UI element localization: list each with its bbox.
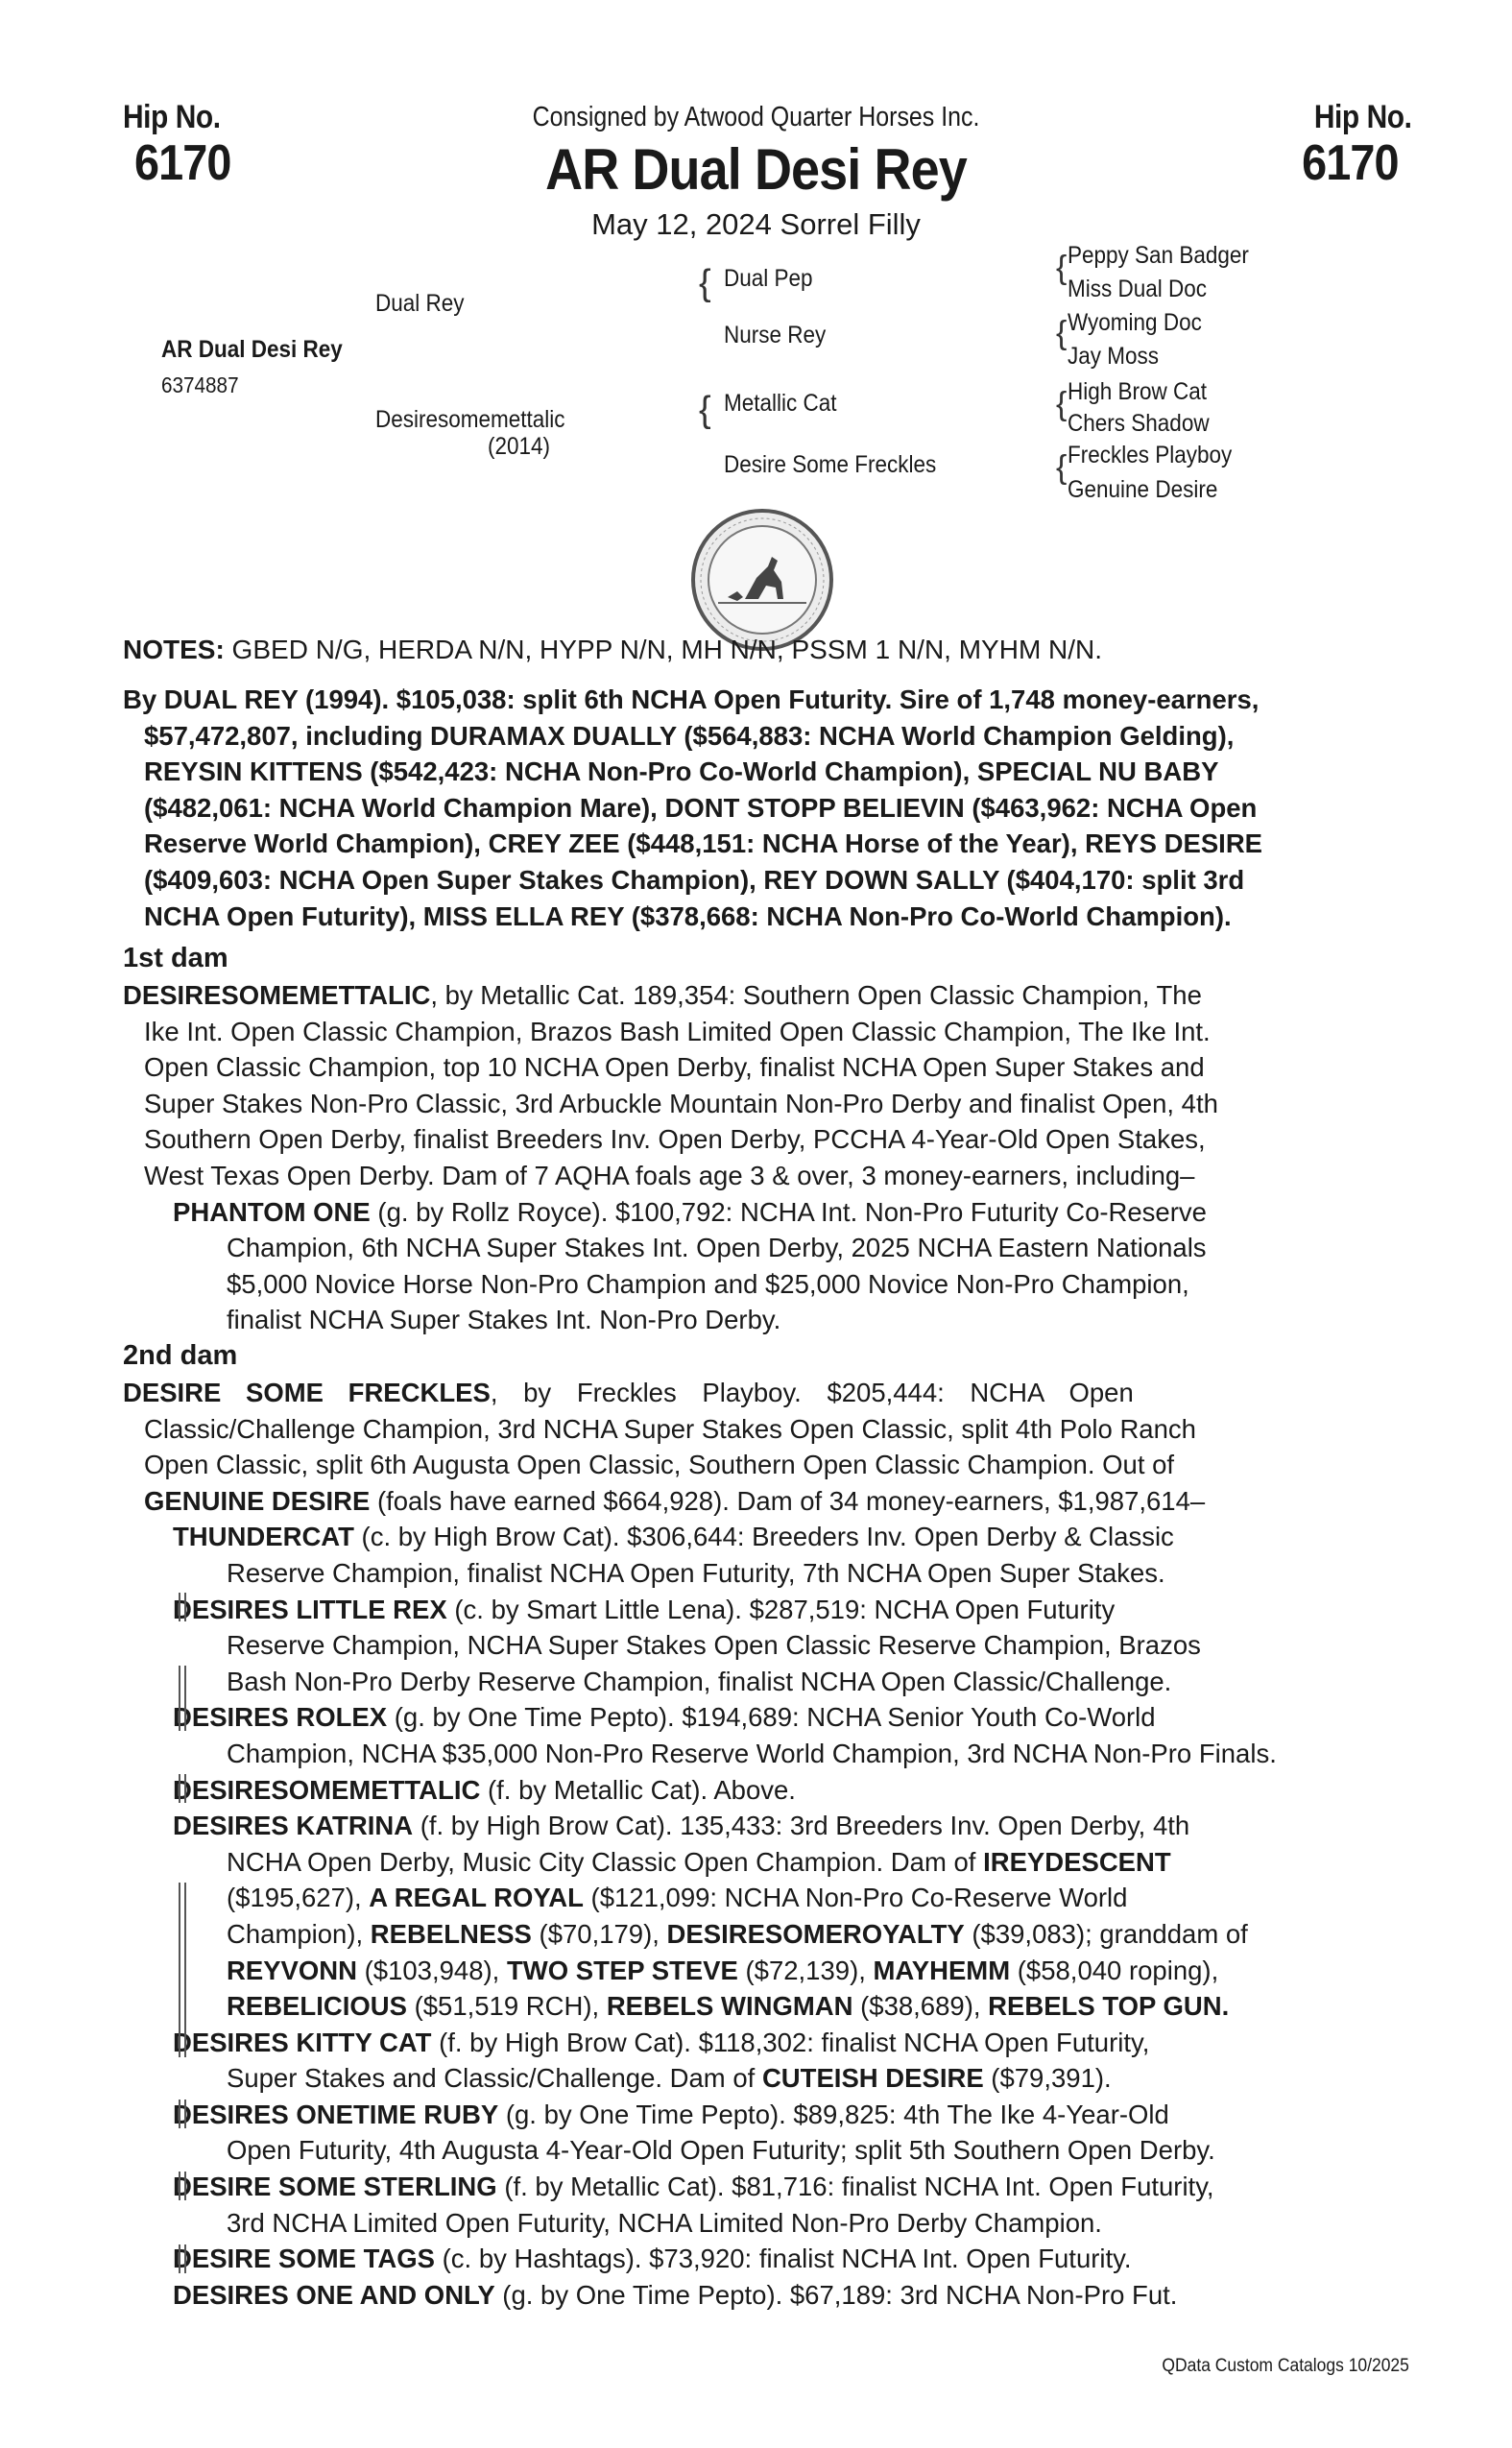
produce-line: ($38,689), [852, 1991, 989, 2022]
footer-credit: QData Custom Catalogs 10/2025 [1162, 2356, 1409, 2376]
second-dam-paragraph [123, 1375, 1409, 2313]
produce-name: DESIRESOMEMETTALIC [173, 1774, 481, 1805]
produce-line: Open Futurity, 4th Augusta 4-Year-Old Open Futurity; split 5th Southern Open Derby. [227, 2135, 1215, 2166]
out-of-name: GENUINE DESIRE [144, 1485, 371, 1516]
produce-line: NCHA Open Derby, Music City Classic Open Champion. Dam of [227, 1846, 984, 1877]
produce-line: Super Stakes and Classic/Challenge. Dam of [227, 2063, 762, 2094]
pedigree-g5: High Brow Cat [1068, 378, 1208, 405]
notes-text: GBED N/G, HERDA N/N, HYPP N/N, MH N/N, PSSM 1 N/N, MYHM N/N. [224, 635, 1103, 664]
sire-line: ($482,061: NCHA World Champion Mare), DONT STOPP BELIEVIN ($463,962: NCHA Open [144, 792, 1258, 823]
produce-offspring-name: REBELNESS [370, 1918, 532, 1949]
first-dam-line: Open Classic Champion, top 10 NCHA Open Derby, finalist NCHA Open Super Stakes and [144, 1052, 1205, 1083]
produce-name: DESIRES ONETIME RUBY [173, 2099, 499, 2129]
produce-divider [184, 1666, 186, 1731]
produce-line: ($70,179), [531, 1918, 667, 1949]
produce-name: DESIRES KITTY CAT [173, 2027, 432, 2057]
pedigree-sire: Dual Rey [375, 290, 465, 317]
produce-line: Reserve Champion, NCHA Super Stakes Open Classic Reserve Champion, Brazos [227, 1630, 1201, 1661]
produce-line: Reserve Champion, finalist NCHA Open Futurity, 7th NCHA Open Super Stakes. [227, 1557, 1165, 1588]
brace-icon: { [1056, 386, 1068, 422]
pedigree-g8: Genuine Desire [1068, 476, 1218, 503]
pedigree-dam-sire: Metallic Cat [724, 390, 837, 417]
sire-paragraph [123, 682, 1409, 934]
produce-divider [179, 2172, 180, 2200]
produce-offspring-name: REBELICIOUS [227, 1991, 407, 2022]
produce-divider [184, 2172, 186, 2200]
produce-line: (f. by High Brow Cat). $118,302: finalist NCHA Open Futurity, [431, 2027, 1150, 2057]
sire-line: Reserve World Champion), CREY ZEE ($448,151: NCHA Horse of the Year), REYS DESIRE [144, 828, 1263, 859]
produce-line: 3rd NCHA Limited Open Futurity, NCHA Limited Non-Pro Derby Champion. [227, 2207, 1102, 2238]
produce-divider [179, 1883, 180, 2057]
produce-offspring-name: REBELS TOP GUN. [988, 1991, 1230, 2022]
pedigree-g2: Miss Dual Doc [1068, 276, 1208, 302]
produce-line: finalist NCHA Super Stakes Int. Non-Pro Derby. [227, 1305, 781, 1335]
out-of-text: (foals have earned $664,928). Dam of 34 money-earners, $1,987,614– [370, 1485, 1206, 1516]
produce-divider [179, 1593, 180, 1621]
second-dam-heading: 2nd dam [123, 1340, 238, 1371]
produce-name: PHANTOM ONE [173, 1196, 371, 1227]
produce-line: (g. by One Time Pepto). $67,189: 3rd NCHA Non-Pro Fut. [494, 2279, 1178, 2310]
first-dam-heading: 1st dam [123, 943, 228, 973]
produce-divider [184, 1774, 186, 1803]
produce-divider [184, 2244, 186, 2273]
produce-offspring-name: IREYDESCENT [983, 1846, 1171, 1877]
first-dam-paragraph [123, 977, 1409, 1338]
produce-line: ($195,627), [227, 1883, 370, 1913]
produce-offspring-name: MAYHEMM [873, 1955, 1011, 1985]
pedigree-dam-dam: Desire Some Freckles [724, 451, 937, 478]
hip-label-left: Hip No. [123, 99, 221, 135]
produce-divider [184, 2100, 186, 2128]
second-dam-name: DESIRE SOME FRECKLES [123, 1378, 491, 1407]
pedigree-g1: Peppy San Badger [1068, 242, 1249, 269]
produce-line: Champion, 6th NCHA Super Stakes Int. Open Derby, 2025 NCHA Eastern Nationals [227, 1233, 1207, 1263]
produce-divider [179, 2244, 180, 2273]
first-dam-line: West Texas Open Derby. Dam of 7 AQHA foals age 3 & over, 3 money-earners, including– [144, 1160, 1195, 1190]
hip-number-right: 6170 [1302, 135, 1399, 191]
sire-line: ($409,603: NCHA Open Super Stakes Champion), REY DOWN SALLY ($404,170: split 3rd [144, 864, 1245, 895]
produce-divider [179, 1774, 180, 1803]
produce-divider [184, 1883, 186, 2057]
hip-number-left: 6170 [134, 135, 231, 191]
produce-offspring-name: CUTEISH DESIRE [761, 2063, 984, 2094]
produce-name: DESIRES KATRINA [173, 1811, 414, 1841]
produce-line: ($121,099: NCHA Non-Pro Co-Reserve World [583, 1883, 1128, 1913]
produce-line: ($72,139), [737, 1955, 874, 1985]
pedigree-g3: Wyoming Doc [1068, 309, 1202, 336]
pedigree-dam-year: (2014) [488, 433, 551, 460]
produce-line: (g. by One Time Pepto). $89,825: 4th The Ike 4-Year-Old [498, 2099, 1169, 2129]
pedigree-registration: 6374887 [161, 372, 239, 397]
produce-offspring-name: TWO STEP STEVE [506, 1955, 738, 1985]
pedigree-sire-sire: Dual Pep [724, 265, 813, 292]
produce-line: $5,000 Novice Horse Non-Pro Champion and $25,000 Novice Non-Pro Champion, [227, 1268, 1189, 1299]
produce-name: DESIRES ONE AND ONLY [173, 2279, 495, 2310]
brace-icon: { [1056, 250, 1068, 286]
produce-line: Bash Non-Pro Derby Reserve Champion, finalist NCHA Open Classic/Challenge. [227, 1666, 1172, 1696]
produce-line: (f. by Metallic Cat). $81,716: finalist NCHA Int. Open Futurity, [496, 2172, 1214, 2202]
notes-line [123, 632, 1409, 668]
brace-icon: { [1056, 449, 1068, 486]
produce-line: (f. by Metallic Cat). Above. [480, 1774, 796, 1805]
sire-line: NCHA Open Futurity), MISS ELLA REY ($378,668: NCHA Non-Pro Co-World Champion). [144, 900, 1232, 931]
foal-date-line: May 12, 2024 Sorrel Filly [591, 207, 921, 241]
second-dam-line: , by Freckles Playboy. $205,444: NCHA Open [490, 1378, 1134, 1407]
produce-line: (g. by Rollz Royce). $100,792: NCHA Int. Non-Pro Futurity Co-Reserve [370, 1196, 1207, 1227]
horse-name-title: AR Dual Desi Rey [545, 137, 967, 202]
produce-divider [179, 2100, 180, 2128]
produce-line: ($39,083); granddam of [964, 1918, 1248, 1949]
produce-line: (c. by Hashtags). $73,920: finalist NCHA Int. Open Futurity. [435, 2244, 1132, 2274]
produce-line: (g. by One Time Pepto). $194,689: NCHA Senior Youth Co-World [387, 1702, 1156, 1733]
produce-line: (c. by High Brow Cat). $306,644: Breeders Inv. Open Derby & Classic [353, 1522, 1174, 1552]
first-dam-name: DESIRESOMEMETTALIC [123, 980, 431, 1010]
notes-label: NOTES: [123, 635, 225, 664]
second-dam-line: Classic/Challenge Champion, 3rd NCHA Super Stakes Open Classic, split 4th Polo Ranch [144, 1413, 1196, 1444]
produce-line: Champion), [227, 1918, 371, 1949]
sire-line: By DUAL REY (1994). $105,038: split 6th NCHA Open Futurity. Sire of 1,748 money-earners, [123, 684, 1260, 714]
produce-line: (c. by Smart Little Lena). $287,519: NCHA Open Futurity [446, 1594, 1116, 1624]
hip-label-right: Hip No. [1313, 99, 1411, 135]
sire-line: REYSIN KITTENS ($542,423: NCHA Non-Pro Co-World Champion), SPECIAL NU BABY [144, 756, 1219, 787]
produce-name: DESIRE SOME STERLING [173, 2172, 497, 2202]
produce-offspring-name: REBELS WINGMAN [606, 1991, 853, 2022]
brace-icon: { [699, 390, 711, 430]
pedigree-g6: Chers Shadow [1068, 410, 1210, 437]
produce-line: ($58,040 roping), [1010, 1955, 1219, 1985]
produce-line: Champion, NCHA $35,000 Non-Pro Reserve World Champion, 3rd NCHA Non-Pro Finals. [227, 1738, 1277, 1768]
produce-offspring-name: DESIRESOMEROYALTY [666, 1918, 965, 1949]
first-dam-line: , by Metallic Cat. 189,354: Southern Open Classic Champion, The [430, 980, 1202, 1010]
produce-line: ($103,948), [357, 1955, 507, 1985]
first-dam-line: Ike Int. Open Classic Champion, Brazos Bash Limited Open Classic Champion, The Ike Int. [144, 1016, 1211, 1046]
produce-name: THUNDERCAT [173, 1522, 354, 1552]
produce-name: DESIRES LITTLE REX [173, 1594, 447, 1624]
produce-offspring-name: A REGAL ROYAL [369, 1883, 584, 1913]
pedigree-subject: AR Dual Desi Rey [161, 336, 343, 363]
pedigree-g7: Freckles Playboy [1068, 442, 1233, 468]
sire-line: $57,472,807, including DURAMAX DUALLY ($564,883: NCHA World Champion Gelding), [144, 720, 1235, 751]
pedigree-dam: Desiresomemettalic [375, 406, 565, 433]
consignor-line: Consigned by Atwood Quarter Horses Inc. [532, 102, 980, 132]
produce-name: DESIRES ROLEX [173, 1702, 388, 1733]
produce-divider [184, 1593, 186, 1621]
brace-icon: { [699, 263, 711, 303]
first-dam-line: Southern Open Derby, finalist Breeders Inv. Open Derby, PCCHA 4-Year-Old Open Stakes, [144, 1124, 1206, 1155]
produce-line: ($51,519 RCH), [406, 1991, 607, 2022]
produce-offspring-name: REYVONN [227, 1955, 357, 1985]
produce-line: ($79,391). [983, 2063, 1112, 2094]
produce-divider [179, 1666, 180, 1731]
catalog-body [123, 632, 1409, 2350]
pedigree-g4: Jay Moss [1068, 343, 1160, 370]
produce-line: (f. by High Brow Cat). 135,433: 3rd Breeders Inv. Open Derby, 4th [413, 1811, 1190, 1841]
brace-icon: { [1056, 315, 1068, 351]
first-dam-line: Super Stakes Non-Pro Classic, 3rd Arbuckle Mountain Non-Pro Derby and finalist Open, 4th [144, 1088, 1218, 1118]
second-dam-line: Open Classic, split 6th Augusta Open Classic, Southern Open Classic Champion. Out of [144, 1450, 1175, 1480]
produce-name: DESIRE SOME TAGS [173, 2244, 435, 2274]
pedigree-sire-dam: Nurse Rey [724, 322, 827, 348]
